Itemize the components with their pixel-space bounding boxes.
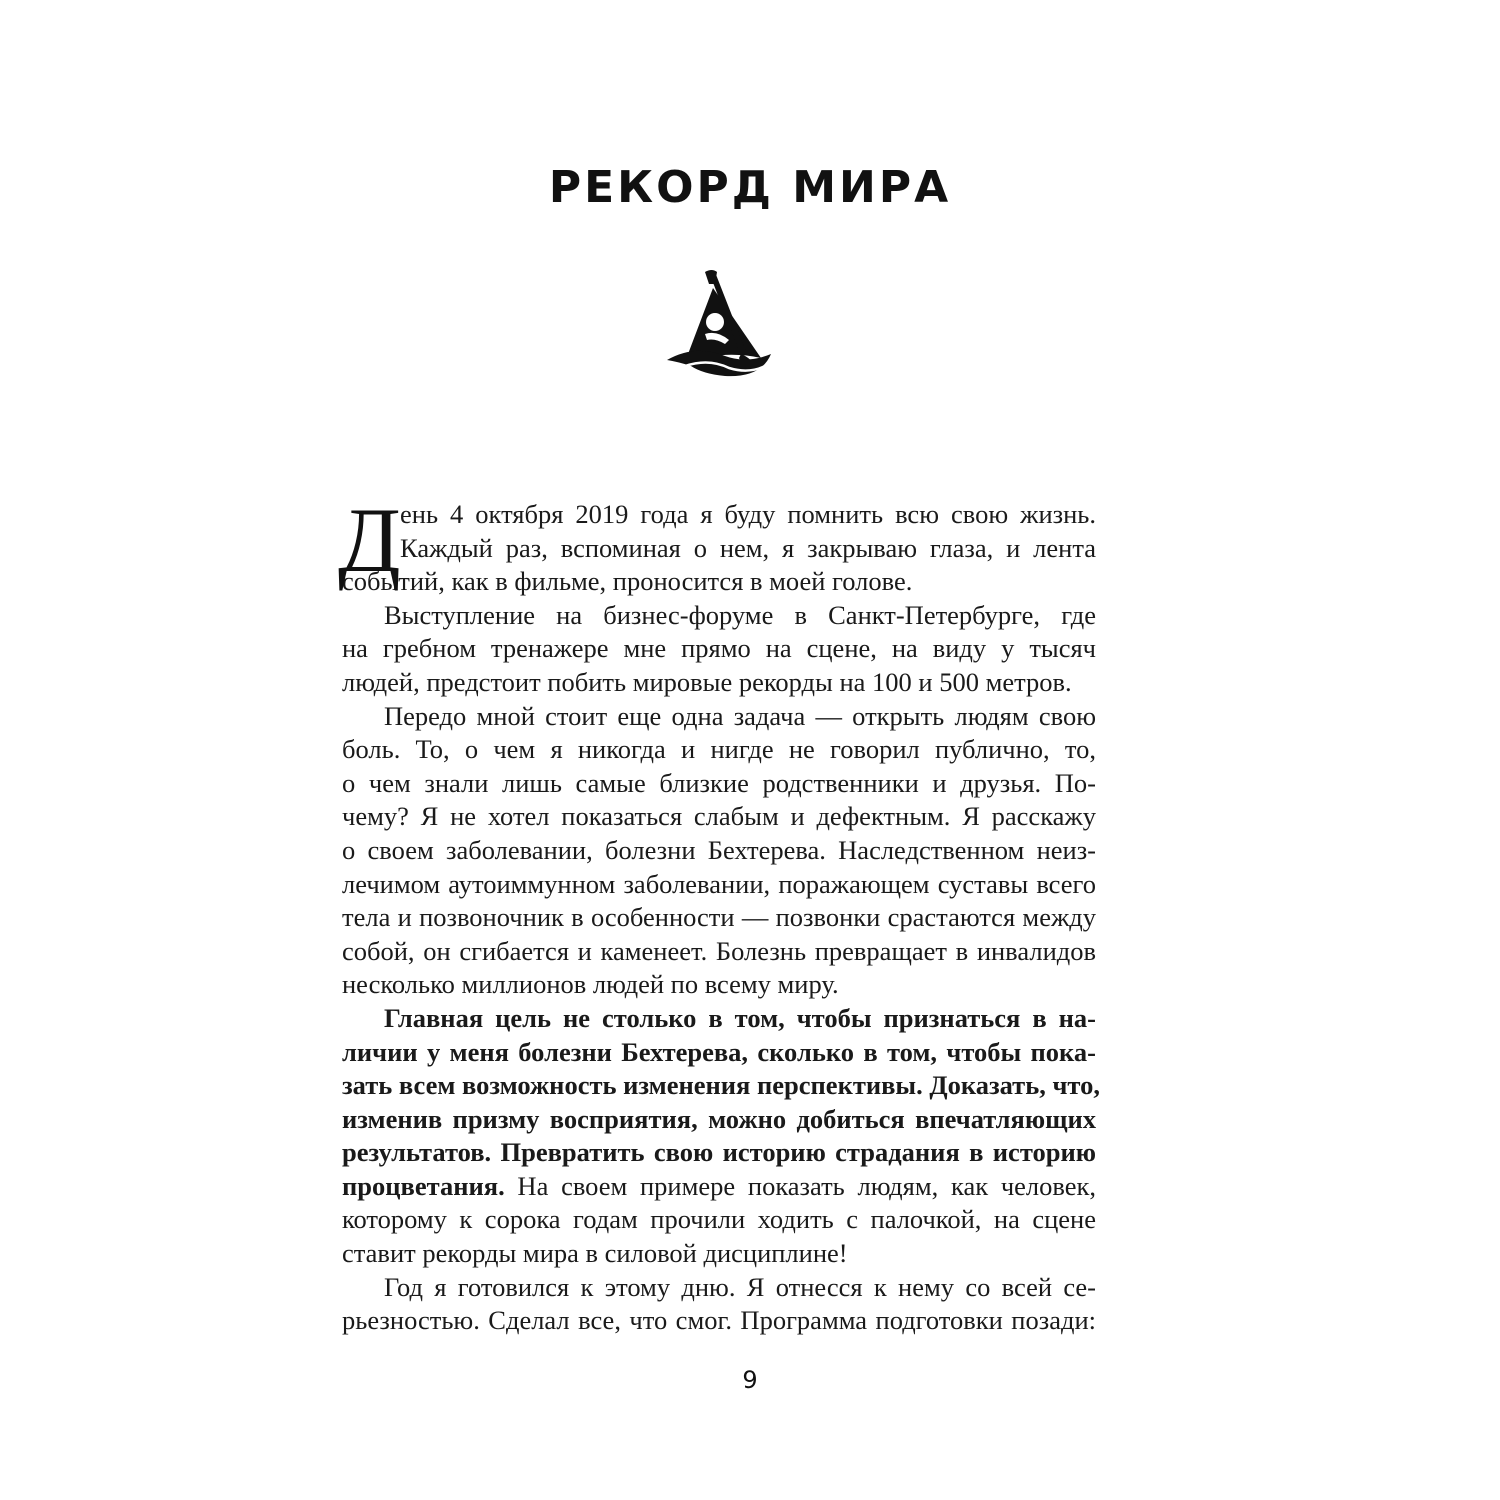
text-line: чему? Я не хотел показаться слабым и дефектным. Я расскажу (342, 801, 1096, 832)
text-line: боль. То, о чем я никогда и нигде не говорил публично, то, (342, 734, 1096, 765)
text-line: зать всем возможность изменения перспективы. Доказать, что, (342, 1070, 1100, 1101)
chapter-title: РЕКОРД МИРА (548, 162, 952, 213)
text-line: тела и позвоночник в особенности — позвонки срастаются между (342, 902, 1096, 933)
drop-cap: Д (338, 489, 401, 591)
page-number: 9 (742, 1366, 758, 1394)
text-line: о чем знали лишь самые близкие родственники и друзья. По- (342, 767, 1096, 798)
text-line: о своем заболевании, болезни Бехтерева. Наследственном неиз- (342, 834, 1096, 865)
text-line: Год я готовился к этому дню. Я отнесся к нему со всей се- (384, 1271, 1096, 1302)
text-line: событий, как в фильме, проносится в моей голове. (342, 566, 913, 597)
text-fragment: На своем примере показать людям, как человек, (504, 1170, 1096, 1201)
body-text (338, 489, 1100, 1338)
text-line: ставит рекорды мира в силовой дисциплине! (342, 1238, 848, 1269)
bold-fragment: процветания. (342, 1170, 505, 1201)
text-line: собой, он сгибается и каменеет. Болезнь превращает в инвалидов (342, 935, 1096, 966)
text-line: Каждый раз, вспоминая о нем, я закрываю глаза, и лента (400, 532, 1096, 563)
kayak-paddler-icon (665, 270, 775, 382)
text-line: которому к сорока годам прочили ходить с палочкой, на сцене (342, 1204, 1096, 1235)
text-line (342, 1170, 1096, 1204)
text-line: лечимом аутоиммунном заболевании, поражающем суставы всего (342, 868, 1096, 899)
text-line: на гребном тренажере мне прямо на сцене, на виду у тысяч (342, 633, 1096, 664)
text-line: Главная цель не столько в том, чтобы признаться в на- (384, 1002, 1096, 1033)
text-line: результатов. Превратить свою историю страдания в историю (342, 1137, 1096, 1168)
text-line: рьезностью. Сделал все, что смог. Программа подготовки позади: (342, 1305, 1096, 1336)
text-line: несколько миллионов людей по всему миру. (342, 969, 839, 1000)
text-line: Выступление на бизнес-форуме в Санкт-Петербурге, где (384, 599, 1096, 630)
text-line: личии у меня болезни Бехтерева, сколько в том, чтобы пока- (342, 1036, 1096, 1067)
text-line: Передо мной стоит еще одна задача — открыть людям свою (384, 700, 1096, 731)
text-line: ень 4 октября 2019 года я буду помнить всю свою жизнь. (400, 499, 1096, 529)
text-line: людей, предстоит побить мировые рекорды на 100 и 500 метров. (342, 666, 1072, 697)
text-line: изменив призму восприятия, можно добиться впечатляющих (342, 1103, 1096, 1134)
